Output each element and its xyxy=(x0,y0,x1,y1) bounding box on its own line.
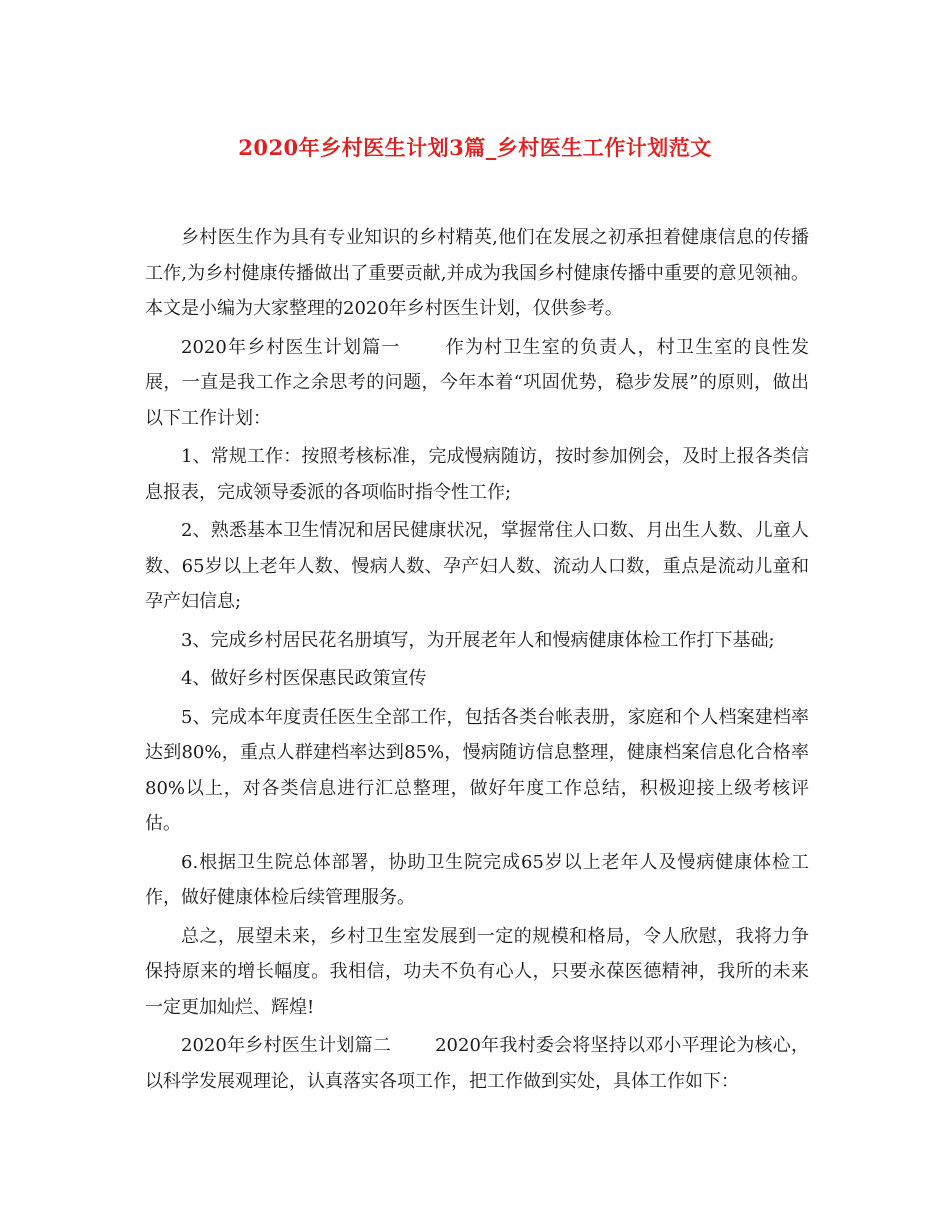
list-item xyxy=(145,661,809,697)
paragraph-text: 5、完成本年度责任医生全部工作，包括各类台帐表册，家庭和个人档案建档率达到80%，重点人群建档率达到85%，慢病随访信息整理，健康档案信息化合格率80%以上，对各类信息进行汇总整理，做好年度工作总结，积极迎接上级考核评估。 xyxy=(145,706,809,834)
list-item xyxy=(145,700,809,842)
paragraph-text: 作为村卫生室的负责人，村卫生室的良性发展，一直是我工作之余思考的问题，今年本着“巩固优势，稳步发展”的原则，做出以下工作计划： xyxy=(145,336,810,429)
list-item xyxy=(145,513,809,620)
plan-two-paragraph xyxy=(145,1028,809,1099)
paragraph-text: 1、常规工作：按照考核标准，完成慢病随访，按时参加例会，及时上报各类信息报表，完成领导委派的各项临时指令性工作; xyxy=(145,446,809,503)
list-item xyxy=(145,623,809,659)
plan-one-paragraph xyxy=(145,330,809,437)
list-item xyxy=(145,439,809,510)
paragraph-text: 总之，展望未来，乡村卫生室发展到一定的规模和格局，令人欣慰，我将力争保持原来的增长幅度。我相信，功夫不负有心人，只要永葆医德精神，我所的未来一定更加灿烂、辉煌! xyxy=(145,925,809,1018)
list-item xyxy=(145,845,809,916)
intro-paragraph xyxy=(145,220,809,327)
document-title: 2020年乡村医生计划3篇_乡村医生工作计划范文 xyxy=(238,135,712,160)
section-heading: 2020年乡村医生计划篇一 xyxy=(181,336,401,358)
section-heading: 2020年乡村医生计划篇二 xyxy=(181,1035,392,1056)
paragraph-text: 2、熟悉基本卫生情况和居民健康状况，掌握常住人口数、月出生人数、儿童人数、65岁以上老年人数、慢病人数、孕产妇人数、流动人口数，重点是流动儿童和孕产妇信息; xyxy=(145,520,809,612)
paragraph-text: 2020年我村委会将坚持以邓小平理论为核心，以科学发展观理论，认真落实各项工作，把工作做到实处，具体工作如下： xyxy=(145,1035,809,1092)
paragraph-text: 6.根据卫生院总体部署，协助卫生院完成65岁以上老年人及慢病健康体检工作，做好健康体检后续管理服务。 xyxy=(145,851,809,908)
conclusion-paragraph xyxy=(145,919,809,1026)
document-body xyxy=(145,220,809,1102)
paragraph-text: 4、做好乡村医保惠民政策宣传 xyxy=(181,668,427,689)
paragraph-text: 乡村医生作为具有专业知识的乡村精英,他们在发展之初承担着健康信息的传播工作,为乡村健康传播做出了重要贡献,并成为我国乡村健康传播中重要的意见领袖。本文是小编为大家整理的2020年乡村医生计划，仅供参考。 xyxy=(145,227,809,319)
paragraph-text: 3、完成乡村居民花名册填写，为开展老年人和慢病健康体检工作打下基础; xyxy=(181,629,775,651)
